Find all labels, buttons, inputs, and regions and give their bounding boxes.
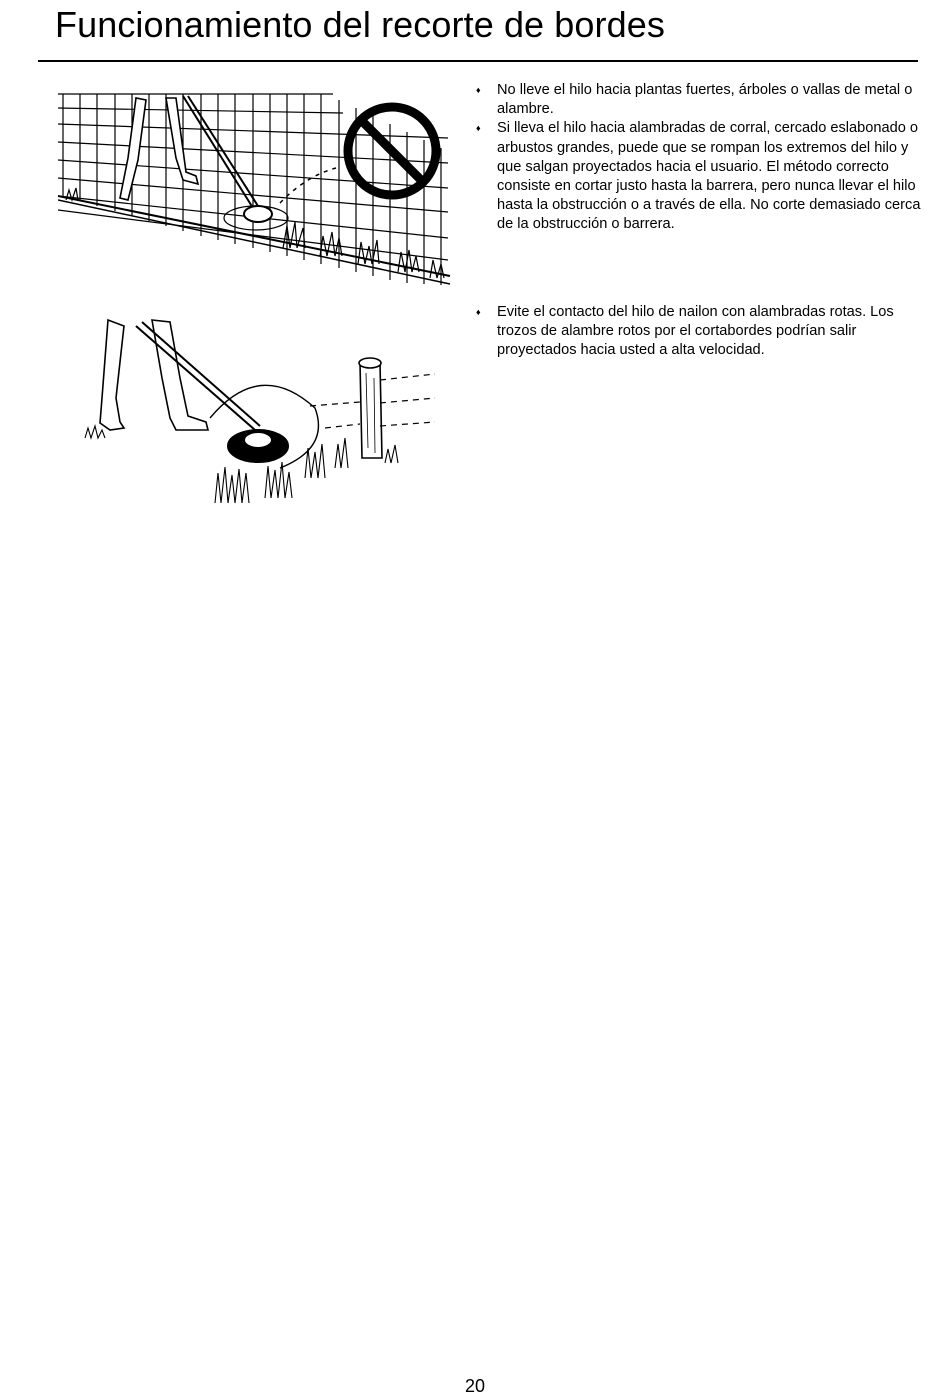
trimmer	[183, 96, 336, 230]
post-trimming-illustration	[80, 318, 440, 508]
bullet-text: Si lleva el hilo hacia alambradas de corral, cercado eslabonado o arbustos grandes, puede que se rompan los extremos del hilo y que salgan proyectados hacia el usuario. El método correcto consiste en cortar justo hasta la barrera, pero nunca llevar el hilo hasta la obstrucción o a través de ella. No corte demasiado cerca de la obstrucción o barrera.	[497, 120, 921, 233]
page-title: Funcionamiento del recorte de bordes	[55, 4, 665, 45]
bullet-marker: ♦	[476, 123, 481, 134]
title-divider	[38, 60, 918, 62]
bullet-item	[476, 303, 926, 361]
bullet-list-fence	[476, 81, 926, 235]
fence-trimming-illustration	[58, 88, 453, 288]
bullet-item	[476, 81, 926, 119]
bullet-text: Evite el contacto del hilo de nailon con alambradas rotas. Los trozos de alambre rotos por el cortabordes podrían salir proyectados hacia usted a alta velocidad.	[497, 304, 894, 359]
bullet-list-broken-wire	[476, 303, 926, 361]
page-number: 20	[464, 1376, 486, 1396]
wire-fence	[58, 94, 450, 285]
fence-post	[359, 358, 382, 458]
bullet-text: No lleve el hilo hacia plantas fuertes, árboles o vallas de metal o alambre.	[497, 82, 913, 118]
bullet-marker: ♦	[476, 85, 481, 95]
bullet-item	[476, 119, 926, 234]
prohibited-icon	[348, 107, 436, 195]
bullet-marker: ♦	[476, 307, 481, 317]
